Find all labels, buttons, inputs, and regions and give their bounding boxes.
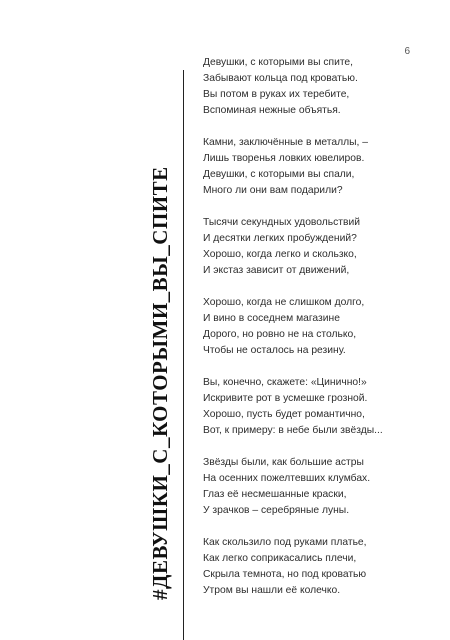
- poem-line: Дорого, но ровно не на столько,: [203, 329, 357, 340]
- poem-line: И экстаз зависит от движений,: [203, 265, 350, 276]
- stanza-4: [203, 295, 423, 359]
- stanza-3: [203, 215, 423, 279]
- poem-line: Хорошо, когда не слишком долго,: [203, 297, 365, 308]
- poem-line: Вы, конечно, скажете: «Цинично!»: [203, 377, 367, 388]
- vertical-title: [144, 166, 176, 600]
- poem-line: Звёзды были, как большие астры: [203, 457, 364, 468]
- poem-line: Девушки, с которыми вы спали,: [203, 169, 355, 180]
- poem-line: Тысячи секундных удовольствий: [203, 217, 360, 228]
- poem-line: Вот, к примеру: в небе были звёзды...: [203, 425, 383, 436]
- poem-line: Утром вы нашли её колечко.: [203, 585, 341, 596]
- poem-body: [203, 55, 423, 615]
- poem-line: Забывают кольца под кроватью.: [203, 73, 358, 84]
- poem-line: Вспоминая нежные объятья.: [203, 105, 341, 116]
- vertical-divider: [183, 70, 184, 640]
- poem-line: И вино в соседнем магазине: [203, 313, 340, 324]
- stanza-6: [203, 455, 423, 519]
- poem-line: И десятки легких пробуждений?: [203, 233, 357, 244]
- poem-line: Как легко соприкасались плечи,: [203, 553, 357, 564]
- stanza-5: [203, 375, 423, 439]
- poem-line: Скрыла темнота, но под кроватью: [203, 569, 367, 580]
- vertical-title-text: #ДЕВУШКИ_С_КОТОРЫМИ_ВЫ_СПИТЕ: [147, 166, 172, 600]
- poem-line: Лишь творенья ловких ювелиров.: [203, 153, 365, 164]
- poem-line: Как скользило под руками платье,: [203, 537, 367, 548]
- poem-line: Глаз её несмешанные краски,: [203, 489, 347, 500]
- poem-line: Много ли они вам подарили?: [203, 185, 343, 196]
- stanza-2: [203, 135, 423, 199]
- poem-line: Девушки, с которыми вы спите,: [203, 57, 354, 68]
- poem-line: Чтобы не осталось на резину.: [203, 345, 346, 356]
- poem-line: На осенних пожелтевших клумбах.: [203, 473, 371, 484]
- page-number: 6: [404, 46, 410, 57]
- stanza-1: [203, 55, 423, 119]
- poem-line: Камни, заключённые в металлы, –: [203, 137, 368, 148]
- poem-line: Хорошо, пусть будет романтично,: [203, 409, 365, 420]
- poem-line: Хорошо, когда легко и скользко,: [203, 249, 357, 260]
- poem-line: Вы потом в руках их теребите,: [203, 89, 350, 100]
- poem-line: Искривите рот в усмешке грозной.: [203, 393, 368, 404]
- stanza-7: [203, 535, 423, 599]
- poem-line: У зрачков – серебряные луны.: [203, 505, 350, 516]
